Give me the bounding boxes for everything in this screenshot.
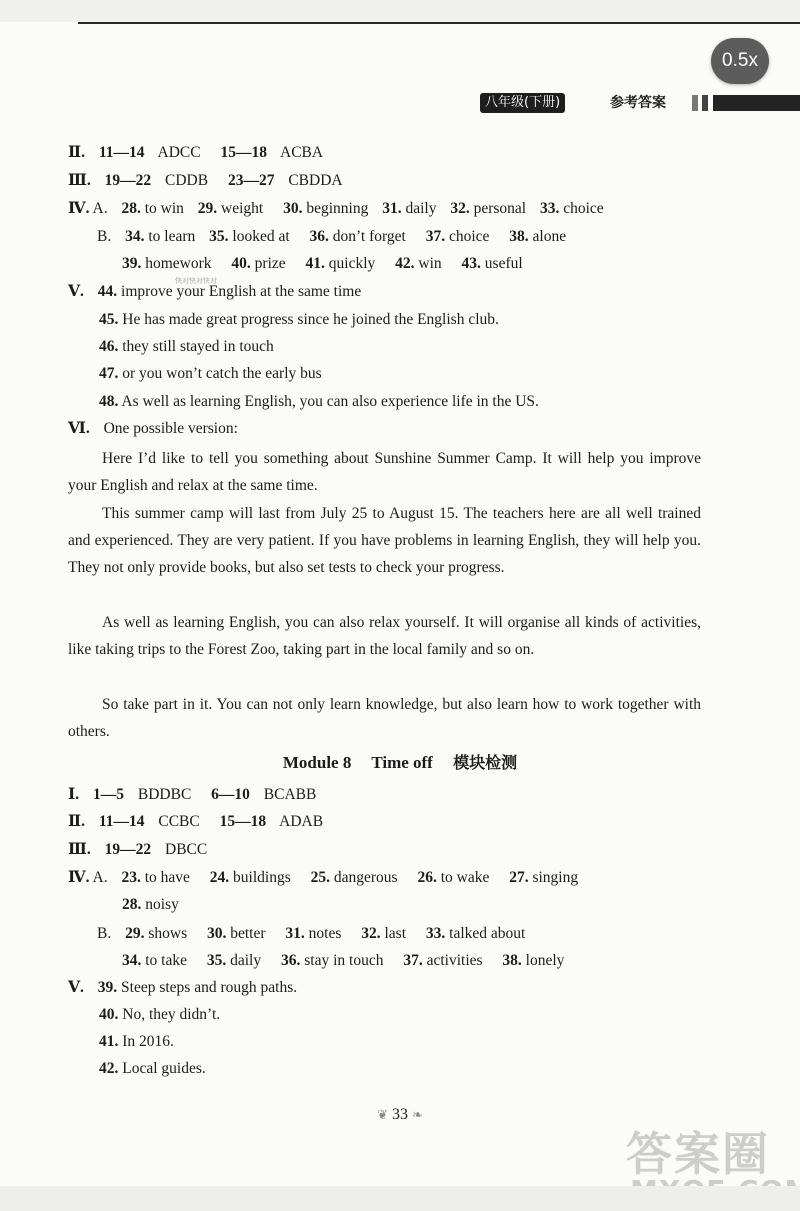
answer-text: personal [473,200,527,217]
essay-text: Here I’d like to tell you something about Sunshine Summer Camp. It will help you improve your English and relax at the same time. [68,450,701,495]
question-number: 36. [281,952,301,969]
answer-line [68,199,604,219]
answer-line [99,310,499,330]
question-number: 41. [305,255,325,272]
answer-text: last [384,925,407,942]
answer-letters: BDDBC [137,786,192,803]
essay-text: As well as learning English, you can also relax yourself. It will organise all kinds of activities, like taking trips to the Forest Zoo, taking part in the local family and so on. [68,614,701,659]
roman-numeral: Ⅴ. [68,283,84,300]
question-number: 34. [122,952,142,969]
answer-line [122,895,179,915]
bottom-margin [0,1186,800,1211]
answer-line [68,812,323,832]
question-number: 42. [395,255,415,272]
essay-text: This summer camp will last from July 25 to August 15. The teachers here are all well trained and experienced. They are very patient. If you have problems in learning English, they will help you. They not only provide books, but also set tests to check your progress. [68,505,701,577]
part-label: A. [92,869,108,886]
answer-text: to win [144,200,184,217]
roman-numeral: Ⅲ. [68,841,91,858]
question-range: 1—5 [93,786,125,803]
page-number: 33 [392,1106,408,1123]
answer-text: or you won’t catch the early bus [122,365,322,382]
zoom-level-button[interactable]: 0.5x [711,38,769,84]
answer-text: singing [532,869,579,886]
question-range: 19—22 [104,841,152,858]
module-subtitle: Time off [371,753,433,772]
question-number: 48. [99,393,119,410]
question-number: 35. [206,952,227,969]
answer-letters: ACBA [280,144,324,161]
question-number: 40. [231,255,251,272]
question-number: 34. [125,228,145,245]
answer-text: looked at [232,228,290,245]
answer-letters: ADAB [279,813,324,830]
module-number: Module 8 [282,753,352,772]
watermark-logo-text: 答案圈 [626,1127,770,1181]
answer-line [68,840,207,860]
question-number: 43. [461,255,481,272]
question-range: 6—10 [211,786,250,803]
answer-text: alone [532,228,567,245]
question-number: 25. [310,869,330,886]
question-range: 15—18 [219,813,267,830]
question-number: 26. [417,869,437,886]
answer-line [99,1059,206,1079]
question-range: 19—22 [104,172,152,189]
answer-line [68,868,578,888]
header-bar-decoration [692,95,698,111]
answer-line [99,337,274,357]
answer-text: noisy [145,896,179,913]
question-number: 29. [197,200,218,217]
answer-line [97,924,525,944]
question-number: 38. [502,952,522,969]
grade-label: 八年级(下册) [480,93,565,113]
question-number: 44. [97,283,118,300]
answer-text: win [418,255,442,272]
roman-numeral: Ⅱ. [68,813,85,830]
answer-line [122,951,564,971]
question-number: 28. [121,200,141,217]
question-number: 36. [309,228,329,245]
question-number: 47. [99,365,119,382]
answer-letters: CCBC [158,813,200,830]
answer-line [68,143,323,163]
answer-line [99,364,322,384]
answer-text: He has made great progress since he joined the English club. [122,311,499,328]
answer-text: to have [144,869,190,886]
question-range: 23—27 [227,172,275,189]
answer-line [68,282,361,302]
stamp-mark: 快对快对快对 [175,277,217,285]
roman-numeral: Ⅵ. [68,420,90,437]
answer-text: useful [484,255,523,272]
question-number: 46. [99,338,119,355]
question-number: 41. [99,1033,119,1050]
question-number: 32. [450,200,470,217]
answer-line [99,1032,174,1052]
answer-text: Steep steps and rough paths. [121,979,298,996]
answer-text: lonely [525,952,565,969]
answer-line [122,254,523,274]
question-number: 45. [99,311,119,328]
answer-text: they still stayed in touch [122,338,274,355]
page-header [480,93,800,115]
answer-text: As well as learning English, you can also experience life in the US. [121,393,539,410]
question-number: 39. [97,979,118,996]
question-number: 42. [99,1060,119,1077]
question-number: 33. [539,200,560,217]
answer-text: to take [145,952,187,969]
header-rule [78,22,800,24]
answer-line [68,785,316,805]
answer-line [99,1005,220,1025]
question-number: 30. [206,925,227,942]
question-range: 11—14 [98,813,145,830]
answer-text: notes [308,925,342,942]
question-number: 40. [99,1006,119,1023]
answer-text: to learn [148,228,196,245]
answer-letters: CDDB [165,172,209,189]
roman-numeral: Ⅰ. [68,786,80,803]
module-heading [0,752,800,774]
answer-text: to wake [440,869,490,886]
question-number: 33. [425,925,446,942]
roman-numeral: Ⅳ. [68,200,90,217]
answer-line [68,419,238,439]
question-number: 37. [425,228,446,245]
answer-text: weight [221,200,264,217]
answer-text: don’t forget [332,228,406,245]
question-number: 29. [125,925,145,942]
answer-text: choice [448,228,490,245]
answer-letters: DBCC [165,841,208,858]
answer-text: In 2016. [122,1033,174,1050]
header-bar-decoration [713,95,800,111]
answer-text: No, they didn’t. [122,1006,221,1023]
question-number: 32. [361,925,381,942]
question-number: 39. [122,255,142,272]
answer-text: Local guides. [122,1060,206,1077]
roman-numeral: Ⅱ. [68,144,85,161]
part-label: B. [97,228,112,245]
question-number: 28. [122,896,142,913]
question-number: 38. [509,228,529,245]
answer-letters: CBDDA [288,172,343,189]
answer-text: choice [563,200,604,217]
roman-numeral: Ⅲ. [68,172,91,189]
question-range: 15—18 [220,144,267,161]
answer-text: beginning [306,200,369,217]
essay-paragraph [68,500,701,582]
answer-text: better [230,925,266,942]
answer-text: quickly [328,255,376,272]
roman-numeral: Ⅳ. [68,869,90,886]
answer-text: daily [405,200,437,217]
leaf-icon: ❧ [412,1107,423,1122]
answer-text: homework [145,255,212,272]
question-number: 35. [209,228,229,245]
header-bar-decoration [702,95,708,111]
question-number: 24. [209,869,230,886]
answer-text: prize [254,255,286,272]
essay-paragraph [68,445,701,499]
answer-text: activities [426,952,483,969]
module-test-label: 模块检测 [453,753,518,772]
answer-text: daily [230,952,262,969]
question-number: 27. [509,869,529,886]
answer-letters: BCABB [263,786,317,803]
leaf-icon: ❦ [377,1107,388,1122]
answer-line [97,227,566,247]
top-margin [0,0,800,22]
answer-text: talked about [449,925,526,942]
answer-letters: ADCC [157,144,201,161]
part-label: B. [97,925,112,942]
question-number: 37. [403,952,423,969]
answer-text: shows [148,925,188,942]
answer-text: stay in touch [304,952,384,969]
question-number: 30. [283,200,303,217]
answer-text: buildings [233,869,291,886]
answer-text: One possible version: [103,420,238,437]
answer-line [68,171,343,191]
question-number: 31. [382,200,402,217]
essay-text: So take part in it. You can not only learn knowledge, but also learn how to work together with others. [68,696,701,741]
essay-paragraph [68,609,701,663]
essay-paragraph [68,691,701,745]
answer-line [99,392,539,412]
question-number: 31. [285,925,305,942]
answer-line [68,978,297,998]
question-range: 11—14 [98,144,145,161]
part-label: A. [92,200,108,217]
answers-title: 参考答案 [610,95,666,111]
answer-text: improve your English at the same time [121,283,362,300]
question-number: 23. [121,869,141,886]
answer-text: dangerous [333,869,398,886]
roman-numeral: Ⅴ. [68,979,84,996]
